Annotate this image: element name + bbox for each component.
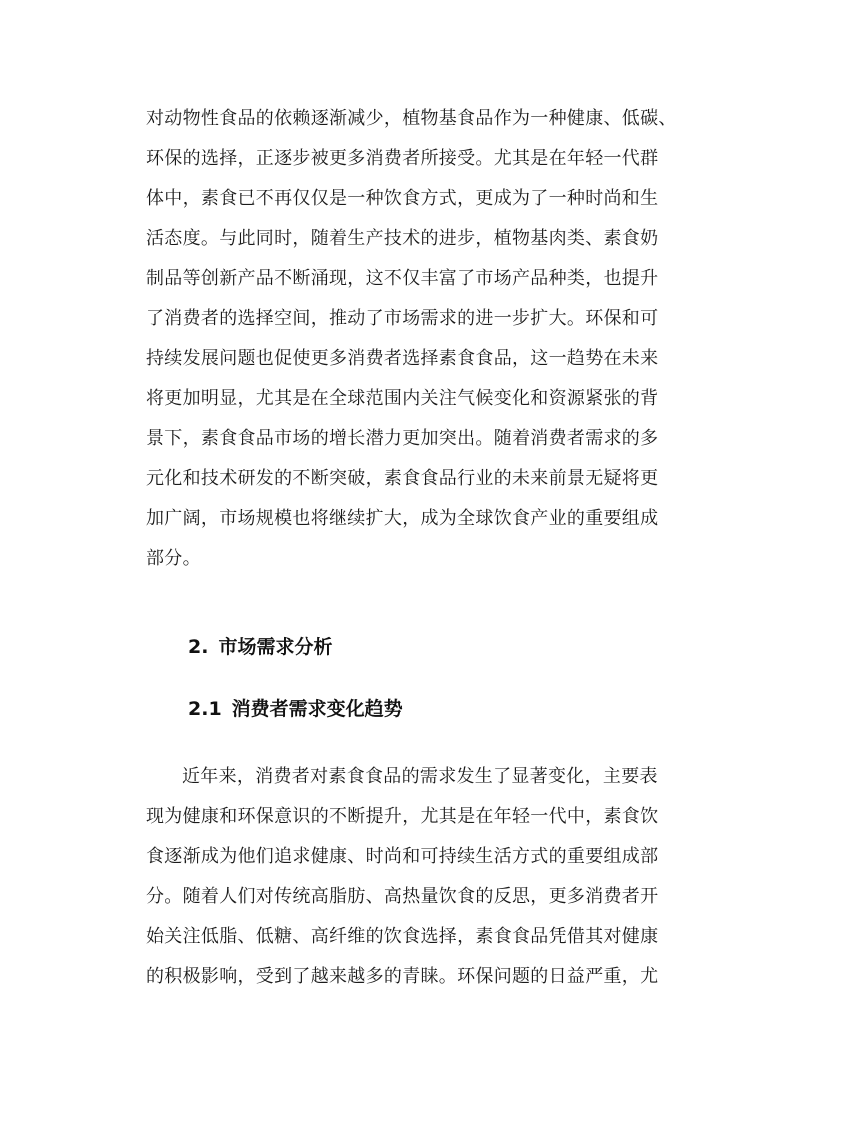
paragraph-line: 现为健康和环保意识的不断提升，尤其是在年轻一代中，素食饮 [146,806,659,827]
paragraph-line: 了消费者的选择空间，推动了市场需求的进一步扩大。环保和可 [146,308,659,329]
paragraph-line: 持续发展问题也促使更多消费者选择素食食品，这一趋势在未来 [146,348,659,369]
subsection-heading [188,696,403,722]
paragraph-line: 对动物性食品的依赖逐渐减少，植物基食品作为一种健康、低碳、 [146,108,677,129]
section-title: 市场需求分析 [218,636,333,658]
paragraph-line: 的积极影响，受到了越来越多的青睐。环保问题的日益严重，尤 [146,966,659,987]
subsection-title: 消费者需求变化趋势 [231,698,403,720]
paragraph-line: 景下，素食食品市场的增长潜力更加突出。随着消费者需求的多 [146,428,659,449]
paragraph-line: 将更加明显，尤其是在全球范围内关注气候变化和资源紧张的背 [146,388,659,409]
paragraph-line: 始关注低脂、低糖、高纤维的饮食选择，素食食品凭借其对健康 [146,926,659,947]
paragraph-line: 分。随着人们对传统高脂肪、高热量饮食的反思，更多消费者开 [146,886,659,907]
paragraph-line: 制品等创新产品不断涌现，这不仅丰富了市场产品种类，也提升 [146,268,659,289]
paragraph-line: 体中，素食已不再仅仅是一种饮食方式，更成为了一种时尚和生 [146,188,659,209]
paragraph-line: 加广阔，市场规模也将继续扩大，成为全球饮食产业的重要组成 [146,508,659,529]
paragraph-line: 环保的选择，正逐步被更多消费者所接受。尤其是在年轻一代群 [146,148,659,169]
paragraph-line: 部分。 [146,548,201,569]
paragraph-line: 元化和技术研发的不断突破，素食食品行业的未来前景无疑将更 [146,468,659,489]
paragraph-line: 食逐渐成为他们追求健康、时尚和可持续生活方式的重要组成部 [146,846,659,867]
section-number: 2. [188,636,209,658]
paragraph-line: 近年来，消费者对素食食品的需求发生了显著变化，主要表 [182,766,658,787]
section-heading [188,634,332,660]
paragraph-line: 活态度。与此同时，随着生产技术的进步，植物基肉类、素食奶 [146,228,659,249]
subsection-number: 2.1 [188,698,222,720]
